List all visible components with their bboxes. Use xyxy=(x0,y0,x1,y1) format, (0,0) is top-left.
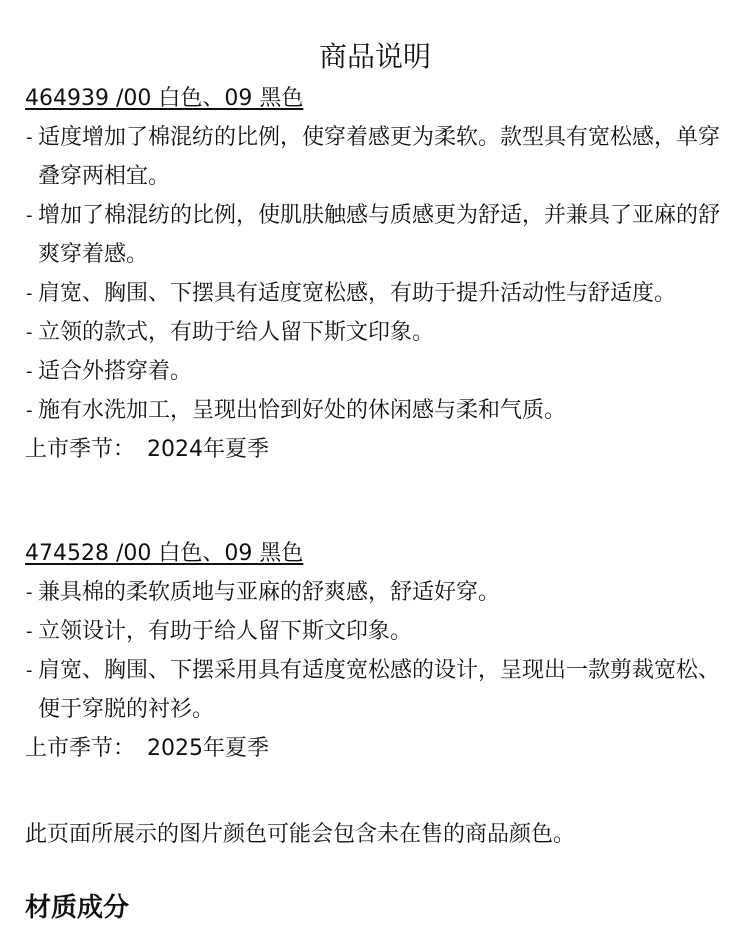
feature-item xyxy=(25,196,730,274)
dash-bullet-icon: - xyxy=(26,322,33,343)
feature-text: 立领设计，有助于给人留下斯文印象。 xyxy=(38,619,413,644)
dash-bullet-icon: - xyxy=(26,127,33,148)
product-section-464939 xyxy=(25,79,730,469)
feature-text: 立领的款式，有助于给人留下斯文印象。 xyxy=(38,320,435,345)
color-disclaimer: 此页面所展示的图片颜色可能会包含未在售的商品颜色。 xyxy=(25,822,576,847)
feature-text: 施有水洗加工，呈现出恰到好处的休闲感与柔和气质。 xyxy=(38,398,567,423)
feature-item xyxy=(25,274,730,313)
feature-item xyxy=(25,352,730,391)
page-title: 商品说明 xyxy=(318,39,431,73)
feature-list xyxy=(25,573,730,729)
release-season xyxy=(25,729,730,768)
feature-item xyxy=(25,118,730,196)
feature-text: 肩宽、胸围、下摆采用具有适度宽松感的设计，呈现出一款剪裁宽松、便于穿脱的衬衫。 xyxy=(38,658,721,722)
feature-text: 增加了棉混纺的比例，使肌肤触感与质感更为舒适，并兼具了亚麻的舒爽穿着感。 xyxy=(38,203,721,267)
release-season xyxy=(25,430,730,469)
feature-item xyxy=(25,612,730,651)
feature-item xyxy=(25,651,730,729)
dash-bullet-icon: - xyxy=(26,361,33,382)
season-label: 上市季节： xyxy=(25,437,136,462)
season-value: 2024年夏季 xyxy=(147,437,270,462)
dash-bullet-icon: - xyxy=(26,660,33,681)
dash-bullet-icon: - xyxy=(26,582,33,603)
dash-bullet-icon: - xyxy=(26,400,33,421)
dash-bullet-icon: - xyxy=(26,205,33,226)
dash-bullet-icon: - xyxy=(26,621,33,642)
feature-item xyxy=(25,391,730,430)
product-header: 474528 /00 白色、09 黑色 xyxy=(25,541,304,566)
feature-item xyxy=(25,313,730,352)
feature-text: 兼具棉的柔软质地与亚麻的舒爽感，舒适好穿。 xyxy=(38,580,501,605)
material-section-heading: 材质成分 xyxy=(25,892,130,923)
feature-text: 适度增加了棉混纺的比例，使穿着感更为柔软。款型具有宽松感，单穿叠穿两相宜。 xyxy=(38,125,721,189)
season-label: 上市季节： xyxy=(25,736,136,761)
dash-bullet-icon: - xyxy=(26,283,33,304)
product-header: 464939 /00 白色、09 黑色 xyxy=(25,86,304,111)
feature-text: 肩宽、胸围、下摆具有适度宽松感，有助于提升活动性与舒适度。 xyxy=(38,281,677,306)
feature-item xyxy=(25,573,730,612)
feature-list xyxy=(25,118,730,430)
feature-text: 适合外搭穿着。 xyxy=(38,359,193,384)
product-section-474528 xyxy=(25,534,730,768)
season-value: 2025年夏季 xyxy=(147,736,270,761)
